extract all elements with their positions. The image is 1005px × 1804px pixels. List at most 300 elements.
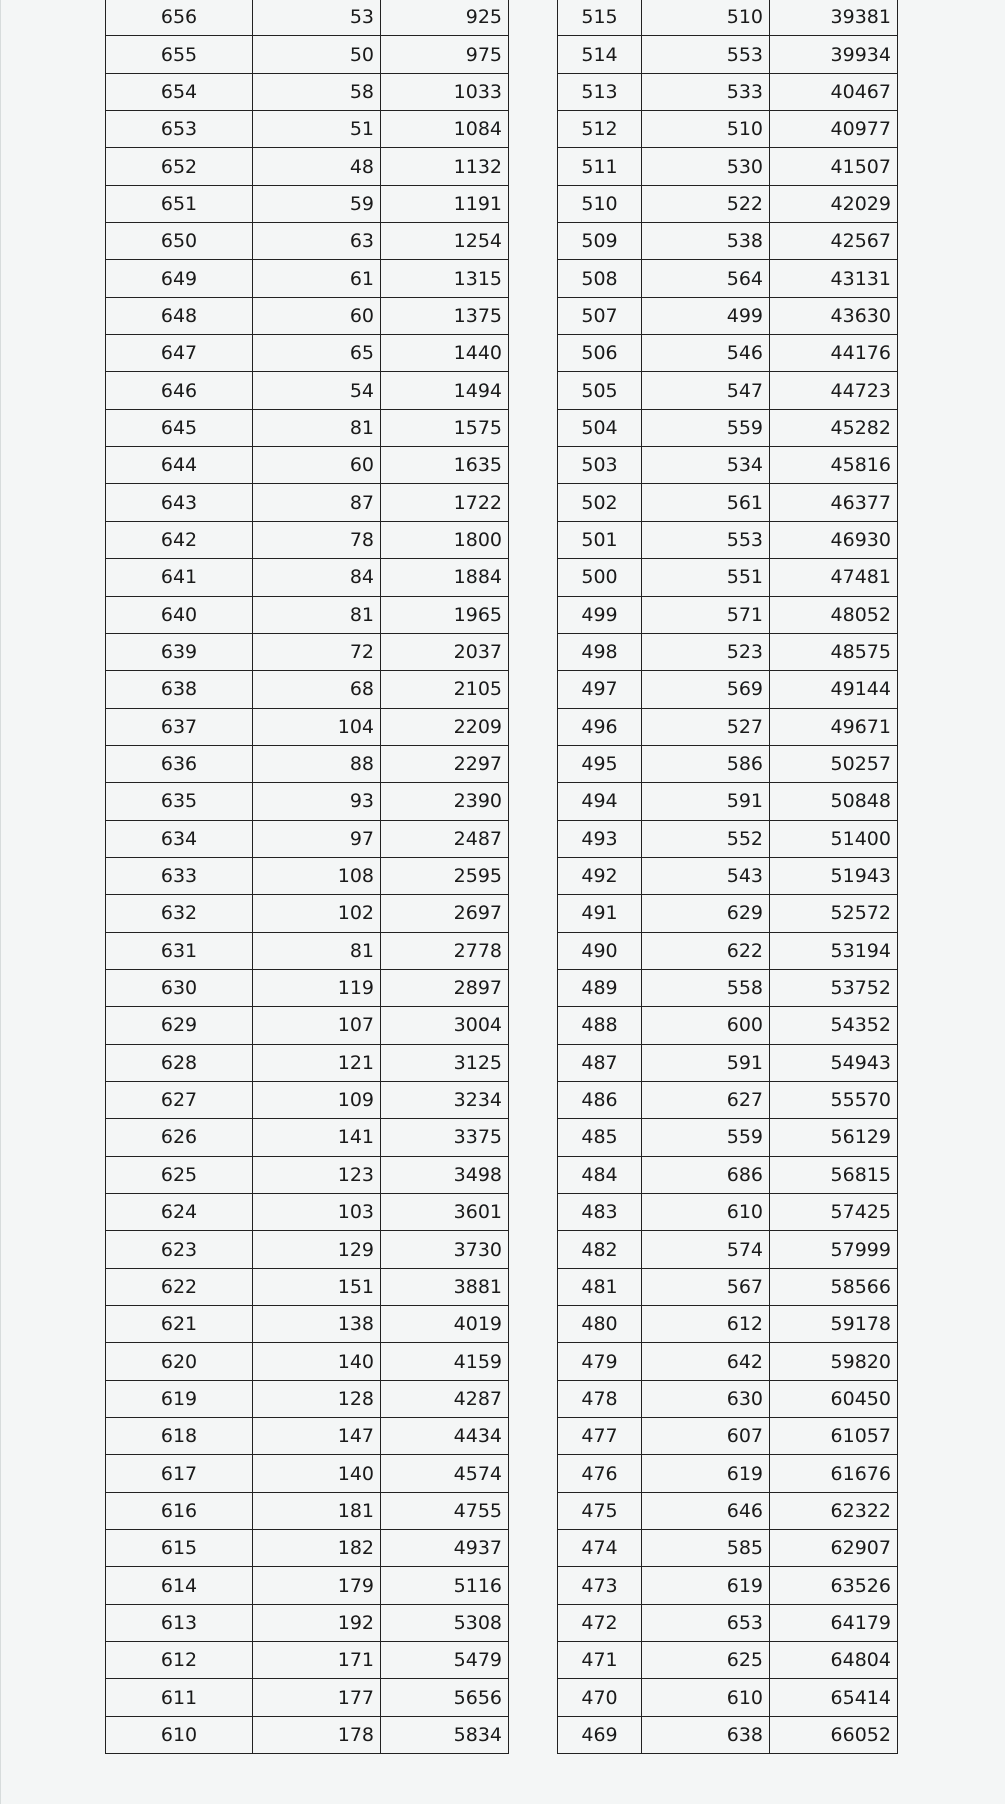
right-cell-col1: 510 bbox=[558, 185, 642, 222]
left-cell-col1: 635 bbox=[106, 783, 253, 820]
left-cell-col3: 2037 bbox=[381, 633, 509, 670]
right-cell-col2: 630 bbox=[642, 1380, 770, 1417]
table-row bbox=[106, 447, 509, 484]
left-cell-col3: 1254 bbox=[381, 223, 509, 260]
right-cell-col3: 48575 bbox=[770, 633, 898, 670]
right-cell-col3: 59178 bbox=[770, 1306, 898, 1343]
left-cell-col1: 656 bbox=[106, 0, 253, 36]
right-cell-col1: 478 bbox=[558, 1380, 642, 1417]
table-row bbox=[558, 671, 898, 708]
left-cell-col2: 140 bbox=[253, 1455, 381, 1492]
left-cell-col3: 1440 bbox=[381, 335, 509, 372]
table-row bbox=[106, 1306, 509, 1343]
left-cell-col2: 51 bbox=[253, 111, 381, 148]
right-cell-col3: 39934 bbox=[770, 36, 898, 73]
left-cell-col2: 102 bbox=[253, 895, 381, 932]
right-cell-col2: 567 bbox=[642, 1268, 770, 1305]
right-cell-col3: 65414 bbox=[770, 1679, 898, 1716]
table-row bbox=[106, 260, 509, 297]
table-row bbox=[558, 969, 898, 1006]
table-row bbox=[106, 185, 509, 222]
right-cell-col1: 504 bbox=[558, 409, 642, 446]
table-row bbox=[558, 932, 898, 969]
left-cell-col2: 151 bbox=[253, 1268, 381, 1305]
left-cell-col1: 612 bbox=[106, 1642, 253, 1679]
right-cell-col3: 45282 bbox=[770, 409, 898, 446]
left-cell-col1: 621 bbox=[106, 1306, 253, 1343]
right-cell-col1: 470 bbox=[558, 1679, 642, 1716]
table-row bbox=[106, 1380, 509, 1417]
right-cell-col1: 477 bbox=[558, 1418, 642, 1455]
left-cell-col3: 3375 bbox=[381, 1119, 509, 1156]
table-row bbox=[106, 671, 509, 708]
left-cell-col3: 1315 bbox=[381, 260, 509, 297]
table-row bbox=[106, 223, 509, 260]
right-cell-col1: 495 bbox=[558, 745, 642, 782]
left-cell-col2: 119 bbox=[253, 969, 381, 1006]
table-row bbox=[558, 857, 898, 894]
table-row bbox=[558, 73, 898, 110]
table-row bbox=[106, 559, 509, 596]
right-cell-col3: 48052 bbox=[770, 596, 898, 633]
right-cell-col2: 530 bbox=[642, 148, 770, 185]
left-cell-col2: 84 bbox=[253, 559, 381, 596]
right-cell-col1: 474 bbox=[558, 1530, 642, 1567]
table-row bbox=[558, 633, 898, 670]
right-cell-col3: 56129 bbox=[770, 1119, 898, 1156]
right-cell-col1: 508 bbox=[558, 260, 642, 297]
left-cell-col2: 192 bbox=[253, 1604, 381, 1641]
table-row bbox=[106, 335, 509, 372]
right-cell-col1: 487 bbox=[558, 1044, 642, 1081]
left-cell-col1: 622 bbox=[106, 1268, 253, 1305]
table-row bbox=[106, 409, 509, 446]
table-row bbox=[558, 820, 898, 857]
left-cell-col3: 1800 bbox=[381, 521, 509, 558]
right-cell-col1: 471 bbox=[558, 1642, 642, 1679]
left-cell-col3: 2778 bbox=[381, 932, 509, 969]
left-cell-col2: 121 bbox=[253, 1044, 381, 1081]
table-row bbox=[106, 745, 509, 782]
score-table-right bbox=[557, 0, 898, 1754]
table-row bbox=[106, 73, 509, 110]
right-cell-col1: 490 bbox=[558, 932, 642, 969]
right-cell-col1: 473 bbox=[558, 1567, 642, 1604]
right-cell-col1: 476 bbox=[558, 1455, 642, 1492]
left-cell-col3: 1635 bbox=[381, 447, 509, 484]
right-cell-col1: 502 bbox=[558, 484, 642, 521]
left-cell-col3: 2487 bbox=[381, 820, 509, 857]
left-cell-col1: 650 bbox=[106, 223, 253, 260]
right-cell-col3: 62907 bbox=[770, 1530, 898, 1567]
table-row bbox=[106, 1231, 509, 1268]
table-row bbox=[558, 1492, 898, 1529]
left-cell-col1: 644 bbox=[106, 447, 253, 484]
left-cell-col2: 81 bbox=[253, 409, 381, 446]
left-cell-col3: 1132 bbox=[381, 148, 509, 185]
left-cell-col1: 629 bbox=[106, 1007, 253, 1044]
table-row bbox=[558, 1642, 898, 1679]
left-cell-col3: 4287 bbox=[381, 1380, 509, 1417]
score-table-left-body bbox=[106, 0, 509, 1754]
left-cell-col3: 2209 bbox=[381, 708, 509, 745]
left-cell-col2: 78 bbox=[253, 521, 381, 558]
right-cell-col3: 62322 bbox=[770, 1492, 898, 1529]
left-cell-col1: 625 bbox=[106, 1156, 253, 1193]
table-row bbox=[558, 1081, 898, 1118]
table-row bbox=[106, 1455, 509, 1492]
table-row bbox=[558, 1567, 898, 1604]
right-cell-col3: 46930 bbox=[770, 521, 898, 558]
right-cell-col2: 569 bbox=[642, 671, 770, 708]
right-cell-col3: 51943 bbox=[770, 857, 898, 894]
left-cell-col2: 48 bbox=[253, 148, 381, 185]
table-row bbox=[106, 111, 509, 148]
right-cell-col2: 553 bbox=[642, 521, 770, 558]
left-cell-col2: 179 bbox=[253, 1567, 381, 1604]
right-cell-col2: 653 bbox=[642, 1604, 770, 1641]
table-row bbox=[558, 708, 898, 745]
left-cell-col1: 630 bbox=[106, 969, 253, 1006]
table-row bbox=[558, 372, 898, 409]
right-cell-col3: 54352 bbox=[770, 1007, 898, 1044]
right-cell-col2: 551 bbox=[642, 559, 770, 596]
right-cell-col1: 496 bbox=[558, 708, 642, 745]
right-cell-col1: 507 bbox=[558, 297, 642, 334]
left-cell-col3: 2105 bbox=[381, 671, 509, 708]
table-row bbox=[558, 1268, 898, 1305]
right-cell-col2: 558 bbox=[642, 969, 770, 1006]
left-cell-col3: 3601 bbox=[381, 1194, 509, 1231]
right-cell-col2: 619 bbox=[642, 1455, 770, 1492]
right-cell-col1: 514 bbox=[558, 36, 642, 73]
table-row bbox=[558, 596, 898, 633]
right-cell-col2: 522 bbox=[642, 185, 770, 222]
right-cell-col1: 498 bbox=[558, 633, 642, 670]
table-row bbox=[106, 969, 509, 1006]
score-table-left bbox=[105, 0, 509, 1754]
right-cell-col1: 515 bbox=[558, 0, 642, 36]
table-row bbox=[558, 1306, 898, 1343]
right-cell-col2: 600 bbox=[642, 1007, 770, 1044]
left-cell-col1: 623 bbox=[106, 1231, 253, 1268]
right-cell-col1: 493 bbox=[558, 820, 642, 857]
left-cell-col3: 5656 bbox=[381, 1679, 509, 1716]
left-cell-col2: 129 bbox=[253, 1231, 381, 1268]
left-cell-col2: 171 bbox=[253, 1642, 381, 1679]
table-row bbox=[106, 1343, 509, 1380]
left-cell-col1: 634 bbox=[106, 820, 253, 857]
right-cell-col2: 564 bbox=[642, 260, 770, 297]
left-cell-col3: 3234 bbox=[381, 1081, 509, 1118]
right-cell-col3: 39381 bbox=[770, 0, 898, 36]
table-row bbox=[558, 260, 898, 297]
left-cell-col1: 617 bbox=[106, 1455, 253, 1492]
right-cell-col2: 559 bbox=[642, 409, 770, 446]
table-row bbox=[558, 223, 898, 260]
table-row bbox=[106, 297, 509, 334]
right-cell-col2: 499 bbox=[642, 297, 770, 334]
table-row bbox=[558, 521, 898, 558]
left-cell-col3: 5116 bbox=[381, 1567, 509, 1604]
table-row bbox=[106, 372, 509, 409]
left-cell-col2: 109 bbox=[253, 1081, 381, 1118]
table-row bbox=[106, 633, 509, 670]
left-cell-col1: 647 bbox=[106, 335, 253, 372]
left-cell-col3: 1033 bbox=[381, 73, 509, 110]
table-row bbox=[106, 1716, 509, 1753]
table-row bbox=[106, 932, 509, 969]
right-cell-col3: 51400 bbox=[770, 820, 898, 857]
table-row bbox=[106, 148, 509, 185]
right-cell-col3: 57425 bbox=[770, 1194, 898, 1231]
table-row bbox=[558, 1194, 898, 1231]
table-row bbox=[558, 447, 898, 484]
table-row bbox=[106, 484, 509, 521]
right-cell-col2: 559 bbox=[642, 1119, 770, 1156]
table-row bbox=[106, 1119, 509, 1156]
table-row bbox=[106, 1194, 509, 1231]
right-cell-col2: 625 bbox=[642, 1642, 770, 1679]
right-cell-col3: 56815 bbox=[770, 1156, 898, 1193]
right-cell-col2: 612 bbox=[642, 1306, 770, 1343]
left-cell-col1: 641 bbox=[106, 559, 253, 596]
right-cell-col3: 44723 bbox=[770, 372, 898, 409]
right-cell-col3: 50848 bbox=[770, 783, 898, 820]
left-cell-col2: 93 bbox=[253, 783, 381, 820]
right-cell-col3: 47481 bbox=[770, 559, 898, 596]
right-cell-col3: 42567 bbox=[770, 223, 898, 260]
left-cell-col3: 925 bbox=[381, 0, 509, 36]
left-cell-col3: 2390 bbox=[381, 783, 509, 820]
left-cell-col2: 59 bbox=[253, 185, 381, 222]
table-row bbox=[106, 1081, 509, 1118]
right-cell-col2: 561 bbox=[642, 484, 770, 521]
left-cell-col2: 81 bbox=[253, 932, 381, 969]
right-cell-col2: 607 bbox=[642, 1418, 770, 1455]
table-row bbox=[558, 1231, 898, 1268]
table-row bbox=[106, 1007, 509, 1044]
right-cell-col3: 43630 bbox=[770, 297, 898, 334]
left-cell-col2: 68 bbox=[253, 671, 381, 708]
right-cell-col1: 499 bbox=[558, 596, 642, 633]
right-cell-col3: 61676 bbox=[770, 1455, 898, 1492]
right-cell-col1: 472 bbox=[558, 1604, 642, 1641]
right-cell-col3: 43131 bbox=[770, 260, 898, 297]
left-cell-col3: 1884 bbox=[381, 559, 509, 596]
left-cell-col1: 637 bbox=[106, 708, 253, 745]
right-cell-col2: 619 bbox=[642, 1567, 770, 1604]
left-cell-col1: 619 bbox=[106, 1380, 253, 1417]
table-row bbox=[558, 783, 898, 820]
left-cell-col1: 631 bbox=[106, 932, 253, 969]
left-cell-col3: 1722 bbox=[381, 484, 509, 521]
right-cell-col2: 629 bbox=[642, 895, 770, 932]
right-cell-col3: 64179 bbox=[770, 1604, 898, 1641]
right-cell-col3: 66052 bbox=[770, 1716, 898, 1753]
right-cell-col2: 585 bbox=[642, 1530, 770, 1567]
table-row bbox=[106, 1156, 509, 1193]
right-cell-col3: 44176 bbox=[770, 335, 898, 372]
table-row bbox=[106, 1604, 509, 1641]
left-cell-col1: 618 bbox=[106, 1418, 253, 1455]
left-cell-col1: 651 bbox=[106, 185, 253, 222]
table-row bbox=[106, 1679, 509, 1716]
table-row bbox=[106, 820, 509, 857]
left-cell-col1: 626 bbox=[106, 1119, 253, 1156]
table-row bbox=[106, 1492, 509, 1529]
left-cell-col1: 613 bbox=[106, 1604, 253, 1641]
right-cell-col1: 482 bbox=[558, 1231, 642, 1268]
left-cell-col1: 654 bbox=[106, 73, 253, 110]
table-row bbox=[558, 1604, 898, 1641]
right-cell-col3: 50257 bbox=[770, 745, 898, 782]
left-cell-col3: 1965 bbox=[381, 596, 509, 633]
table-row bbox=[558, 895, 898, 932]
right-cell-col2: 510 bbox=[642, 111, 770, 148]
right-cell-col2: 574 bbox=[642, 1231, 770, 1268]
left-cell-col3: 1084 bbox=[381, 111, 509, 148]
table-row bbox=[558, 36, 898, 73]
left-cell-col3: 4574 bbox=[381, 1455, 509, 1492]
right-cell-col2: 571 bbox=[642, 596, 770, 633]
right-cell-col1: 486 bbox=[558, 1081, 642, 1118]
right-cell-col3: 40467 bbox=[770, 73, 898, 110]
right-cell-col3: 46377 bbox=[770, 484, 898, 521]
left-cell-col1: 614 bbox=[106, 1567, 253, 1604]
right-cell-col2: 642 bbox=[642, 1343, 770, 1380]
table-row bbox=[558, 1455, 898, 1492]
right-cell-col2: 622 bbox=[642, 932, 770, 969]
right-cell-col2: 646 bbox=[642, 1492, 770, 1529]
right-cell-col1: 509 bbox=[558, 223, 642, 260]
left-cell-col1: 640 bbox=[106, 596, 253, 633]
right-cell-col3: 61057 bbox=[770, 1418, 898, 1455]
left-cell-col2: 81 bbox=[253, 596, 381, 633]
right-cell-col3: 59820 bbox=[770, 1343, 898, 1380]
right-cell-col1: 475 bbox=[558, 1492, 642, 1529]
table-row bbox=[558, 409, 898, 446]
left-cell-col1: 642 bbox=[106, 521, 253, 558]
right-cell-col2: 538 bbox=[642, 223, 770, 260]
right-cell-col1: 501 bbox=[558, 521, 642, 558]
right-cell-col2: 527 bbox=[642, 708, 770, 745]
left-cell-col2: 60 bbox=[253, 447, 381, 484]
right-cell-col1: 506 bbox=[558, 335, 642, 372]
table-row bbox=[106, 857, 509, 894]
table-row bbox=[106, 783, 509, 820]
left-cell-col2: 104 bbox=[253, 708, 381, 745]
left-cell-col3: 3730 bbox=[381, 1231, 509, 1268]
left-cell-col1: 615 bbox=[106, 1530, 253, 1567]
right-cell-col2: 627 bbox=[642, 1081, 770, 1118]
left-cell-col1: 611 bbox=[106, 1679, 253, 1716]
right-cell-col2: 510 bbox=[642, 0, 770, 36]
left-cell-col2: 65 bbox=[253, 335, 381, 372]
right-cell-col1: 505 bbox=[558, 372, 642, 409]
table-row bbox=[558, 148, 898, 185]
table-row bbox=[558, 1119, 898, 1156]
left-cell-col3: 4755 bbox=[381, 1492, 509, 1529]
left-cell-col1: 632 bbox=[106, 895, 253, 932]
left-cell-col1: 646 bbox=[106, 372, 253, 409]
left-cell-col2: 108 bbox=[253, 857, 381, 894]
left-cell-col3: 1375 bbox=[381, 297, 509, 334]
right-cell-col3: 64804 bbox=[770, 1642, 898, 1679]
table-row bbox=[558, 1156, 898, 1193]
left-cell-col3: 2897 bbox=[381, 969, 509, 1006]
left-cell-col3: 4159 bbox=[381, 1343, 509, 1380]
right-cell-col3: 57999 bbox=[770, 1231, 898, 1268]
right-cell-col2: 610 bbox=[642, 1194, 770, 1231]
left-cell-col3: 1191 bbox=[381, 185, 509, 222]
left-cell-col1: 638 bbox=[106, 671, 253, 708]
right-cell-col2: 591 bbox=[642, 1044, 770, 1081]
right-cell-col2: 586 bbox=[642, 745, 770, 782]
left-cell-col1: 633 bbox=[106, 857, 253, 894]
left-cell-col2: 87 bbox=[253, 484, 381, 521]
left-cell-col1: 652 bbox=[106, 148, 253, 185]
right-cell-col3: 49144 bbox=[770, 671, 898, 708]
score-table-right-body bbox=[558, 0, 898, 1754]
table-row bbox=[106, 1642, 509, 1679]
table-row bbox=[558, 1418, 898, 1455]
right-cell-col2: 610 bbox=[642, 1679, 770, 1716]
left-cell-col1: 636 bbox=[106, 745, 253, 782]
right-cell-col1: 511 bbox=[558, 148, 642, 185]
left-cell-col2: 177 bbox=[253, 1679, 381, 1716]
right-cell-col3: 63526 bbox=[770, 1567, 898, 1604]
right-cell-col3: 40977 bbox=[770, 111, 898, 148]
table-row bbox=[558, 559, 898, 596]
left-cell-col1: 643 bbox=[106, 484, 253, 521]
left-cell-col3: 1575 bbox=[381, 409, 509, 446]
right-cell-col1: 480 bbox=[558, 1306, 642, 1343]
left-cell-col2: 147 bbox=[253, 1418, 381, 1455]
right-cell-col2: 533 bbox=[642, 73, 770, 110]
left-cell-col2: 50 bbox=[253, 36, 381, 73]
left-cell-col1: 610 bbox=[106, 1716, 253, 1753]
left-cell-col2: 97 bbox=[253, 820, 381, 857]
right-cell-col1: 481 bbox=[558, 1268, 642, 1305]
left-cell-col2: 141 bbox=[253, 1119, 381, 1156]
left-cell-col2: 54 bbox=[253, 372, 381, 409]
left-cell-col3: 4937 bbox=[381, 1530, 509, 1567]
right-cell-col1: 497 bbox=[558, 671, 642, 708]
left-cell-col2: 88 bbox=[253, 745, 381, 782]
table-row bbox=[106, 708, 509, 745]
right-cell-col2: 552 bbox=[642, 820, 770, 857]
left-cell-col1: 655 bbox=[106, 36, 253, 73]
table-row bbox=[558, 1044, 898, 1081]
right-cell-col3: 53752 bbox=[770, 969, 898, 1006]
right-cell-col3: 53194 bbox=[770, 932, 898, 969]
left-cell-col3: 4019 bbox=[381, 1306, 509, 1343]
page-left-rule bbox=[0, 0, 1, 1804]
table-row bbox=[106, 521, 509, 558]
table-row bbox=[558, 745, 898, 782]
left-cell-col3: 5479 bbox=[381, 1642, 509, 1679]
right-cell-col1: 512 bbox=[558, 111, 642, 148]
right-cell-col2: 686 bbox=[642, 1156, 770, 1193]
table-row bbox=[558, 1679, 898, 1716]
table-row bbox=[106, 36, 509, 73]
left-cell-col2: 178 bbox=[253, 1716, 381, 1753]
left-cell-col1: 624 bbox=[106, 1194, 253, 1231]
right-cell-col2: 547 bbox=[642, 372, 770, 409]
left-cell-col2: 58 bbox=[253, 73, 381, 110]
table-row bbox=[558, 1343, 898, 1380]
